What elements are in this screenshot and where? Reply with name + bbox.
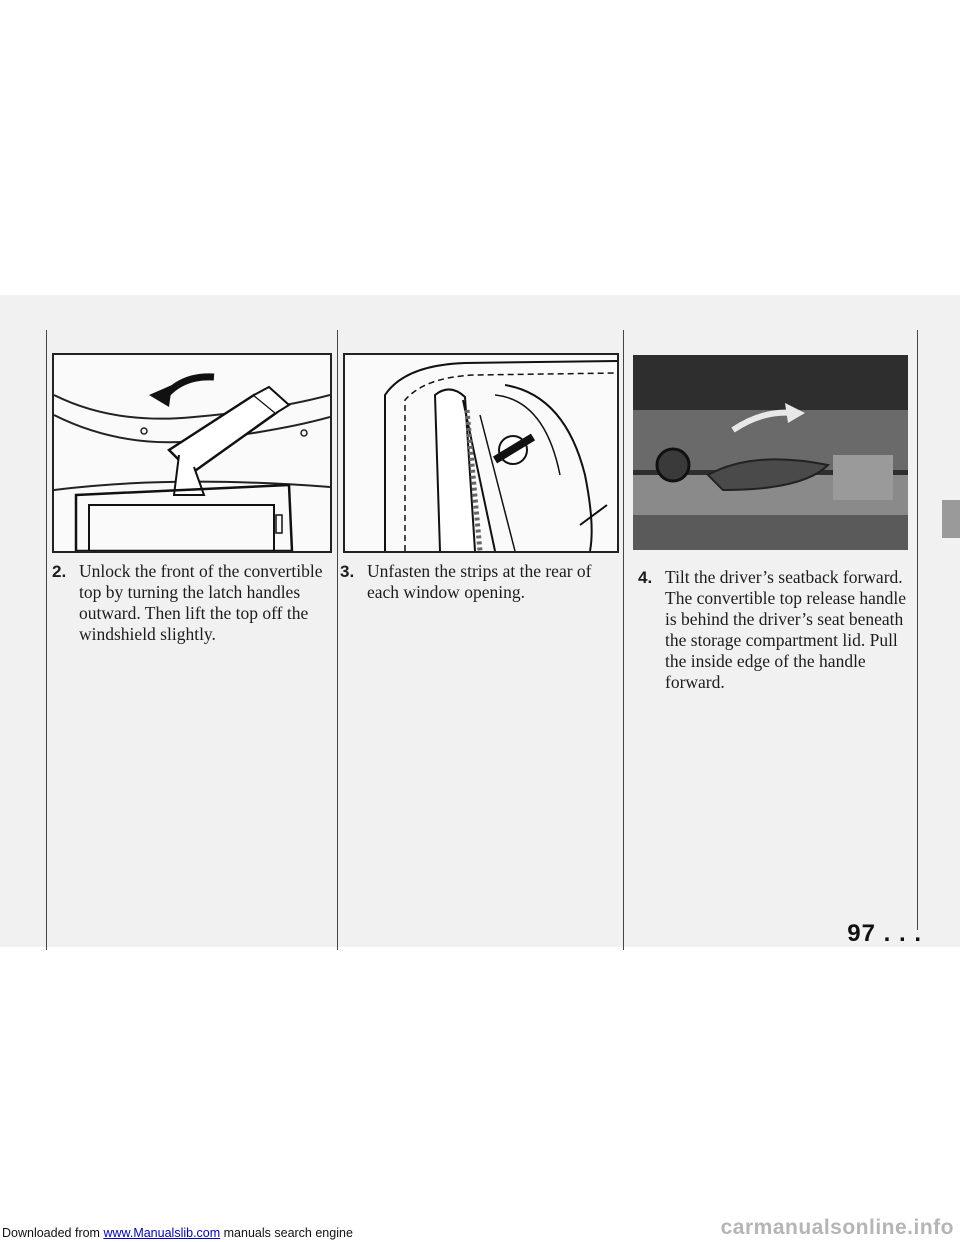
column-divider-2	[623, 330, 624, 950]
step-4-text: Tilt the driver’s seatback forward. The convertible top release handle is behind the driver’s seat beneath the storage compartment lid. Pull the inside edge of the handle forward.	[665, 567, 907, 692]
step-4	[638, 567, 908, 693]
section-tab-marker	[942, 500, 960, 538]
window-strip-drawing	[345, 355, 617, 551]
window-strip-illustration	[343, 353, 619, 553]
step-3	[340, 561, 620, 603]
page-number: 97 . . .	[847, 920, 922, 947]
step-2-number: 2.	[52, 562, 67, 581]
left-margin-line	[46, 330, 47, 950]
step-3-text: Unfasten the strips at the rear of each window opening.	[367, 561, 592, 602]
step-3-number: 3.	[340, 562, 355, 581]
latch-handle-drawing	[54, 355, 330, 551]
release-handle-photo-drawing	[633, 355, 908, 550]
latch-handle-illustration	[52, 353, 332, 553]
footer-suffix: manuals search engine	[220, 1226, 353, 1240]
footer-prefix: Downloaded from	[2, 1226, 104, 1240]
step-2	[52, 561, 342, 645]
watermark-text: carmanualsonline.info	[720, 1216, 954, 1239]
release-handle-photo	[633, 355, 908, 550]
right-margin-line	[917, 330, 918, 930]
step-4-number: 4.	[638, 568, 653, 587]
step-2-text: Unlock the front of the convertible top by turning the latch handles outward. Then lift the top off the windshield slightly.	[79, 561, 323, 644]
manualslib-link[interactable]: www.Manualslib.com	[103, 1226, 221, 1240]
download-footer	[2, 1226, 353, 1240]
